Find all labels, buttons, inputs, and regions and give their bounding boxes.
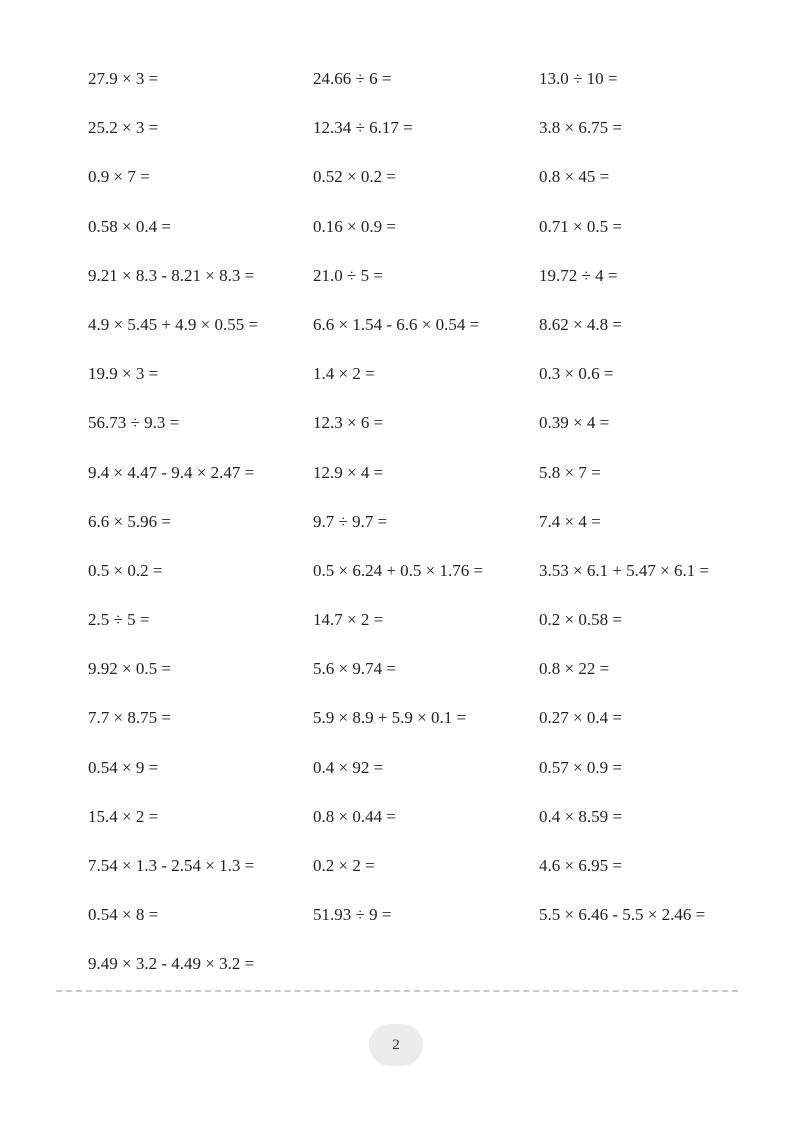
problem-item: 0.54 × 8 = [88,905,159,925]
problem-item: 1.4 × 2 = [313,364,375,384]
problem-item: 9.4 × 4.47 - 9.4 × 2.47 = [88,462,255,482]
problem-item: 5.5 × 6.46 - 5.5 × 2.46 = [539,905,706,925]
problem-item: 25.2 × 3 = [88,118,159,138]
problem-item: 0.2 × 2 = [313,856,375,875]
problem-item: 3.53 × 6.1 + 5.47 × 6.1 = [539,560,710,580]
problem-item: 12.34 ÷ 6.17 = [313,118,413,138]
problem-item: 0.8 × 0.44 = [313,806,396,826]
problem-item: 0.8 × 22 = [539,659,610,679]
problem-item: 0.57 × 0.9 = [539,757,622,777]
problem-item: 7.7 × 8.75 = [88,708,171,728]
problem-item: 9.49 × 3.2 - 4.49 × 3.2 = [88,954,255,974]
problem-item: 0.52 × 0.2 = [313,167,396,187]
problem-item: 5.8 × 7 = [539,462,601,482]
problem-item: 9.7 ÷ 9.7 = [313,511,388,531]
problem-item: 21.0 ÷ 5 = [313,265,383,285]
problem-item: 19.9 × 3 = [88,364,159,384]
problem-item: 56.73 ÷ 9.3 = [88,413,180,433]
problem-item: 0.9 × 7 = [88,167,150,187]
problem-grid [88,64,768,999]
problem-item: 51.93 ÷ 9 = [313,905,392,925]
page-number: 2 [392,1036,400,1053]
page-number-badge [369,1024,423,1066]
problem-item: 0.8 × 45 = [539,167,610,187]
problem-item: 9.21 × 8.3 - 8.21 × 8.3 = [88,265,255,285]
problem-item: 8.62 × 4.8 = [539,314,622,334]
problem-item: 0.54 × 9 = [88,757,159,777]
problem-item: 0.71 × 0.5 = [539,216,622,236]
problem-item: 0.16 × 0.9 = [313,216,396,236]
problem-item: 7.54 × 1.3 - 2.54 × 1.3 = [88,856,255,875]
problem-item: 5.6 × 9.74 = [313,659,396,679]
problem-item: 0.4 × 92 = [313,757,384,777]
problem-item: 0.39 × 4 = [539,413,610,433]
problem-item: 0.27 × 0.4 = [539,708,622,728]
problem-item: 3.8 × 6.75 = [539,118,622,138]
problem-item: 0.3 × 0.6 = [539,364,614,384]
problem-item: 4.9 × 5.45 + 4.9 × 0.55 = [88,314,259,334]
problem-item: 2.5 ÷ 5 = [88,610,150,630]
problem-item: 24.66 ÷ 6 = [313,69,392,88]
problem-item: 12.3 × 6 = [313,413,384,433]
problem-item: 0.5 × 0.2 = [88,560,163,580]
problem-item: 13.0 ÷ 10 = [539,69,618,88]
problem-item: 19.72 ÷ 4 = [539,265,618,285]
problem-item: 6.6 × 5.96 = [88,511,171,531]
problem-item: 4.6 × 6.95 = [539,856,622,875]
problem-item: 15.4 × 2 = [88,806,159,826]
problem-item: 6.6 × 1.54 - 6.6 × 0.54 = [313,314,480,334]
footer-divider [56,990,738,992]
problem-item: 14.7 × 2 = [313,610,384,630]
problem-item: 0.5 × 6.24 + 0.5 × 1.76 = [313,560,484,580]
problem-item: 12.9 × 4 = [313,462,384,482]
problem-item: 0.2 × 0.58 = [539,610,622,630]
problem-item: 0.58 × 0.4 = [88,216,171,236]
problem-item: 5.9 × 8.9 + 5.9 × 0.1 = [313,708,467,728]
problem-item: 27.9 × 3 = [88,69,159,88]
problem-item: 0.4 × 8.59 = [539,806,622,826]
problem-item: 9.92 × 0.5 = [88,659,171,679]
problem-item: 7.4 × 4 = [539,511,601,531]
